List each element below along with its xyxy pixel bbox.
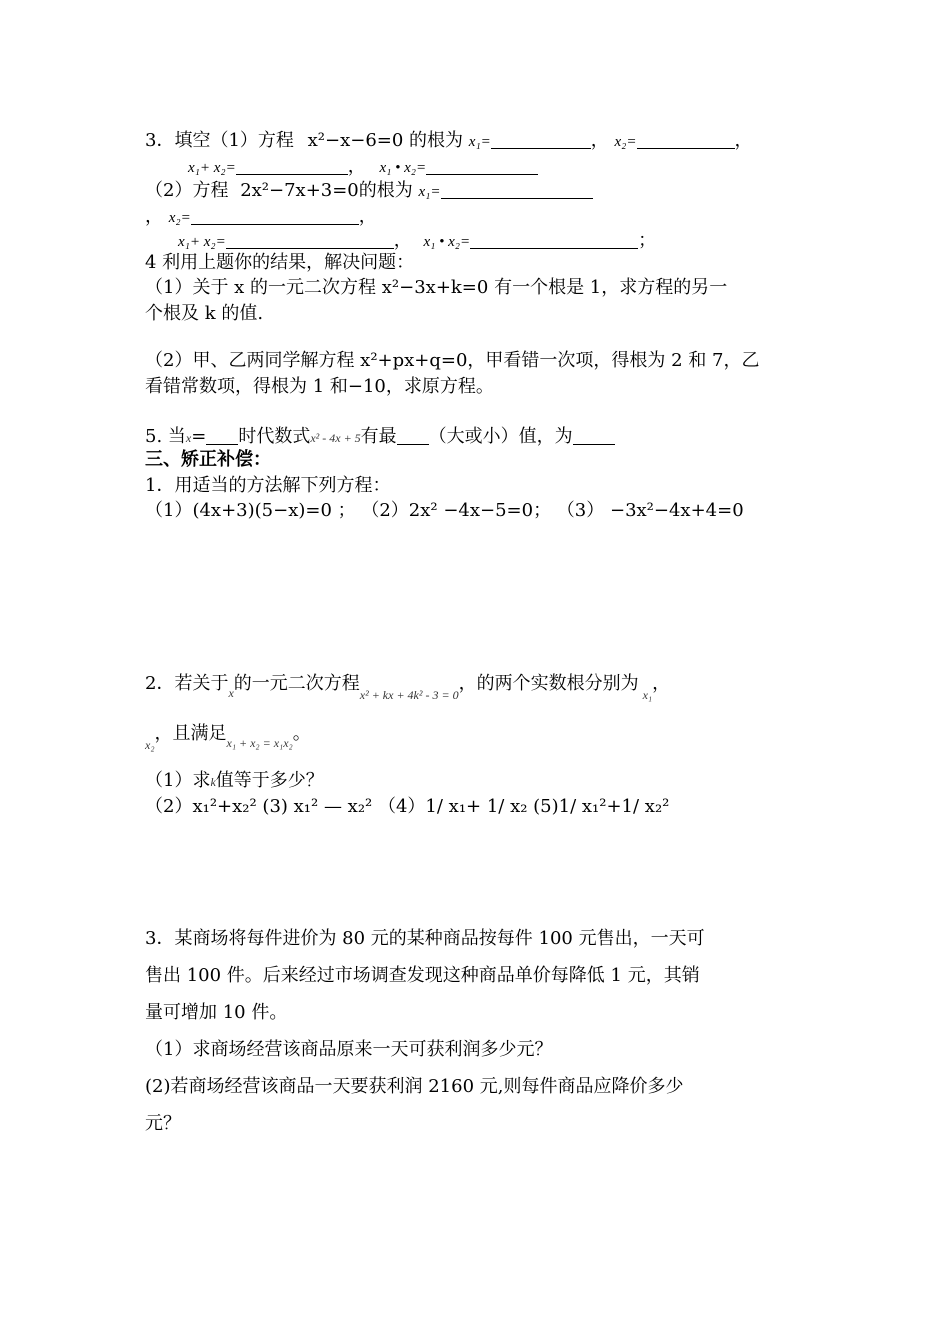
q3-eq1: x²−x−6=0 [307,130,404,151]
q3-prod-blank[interactable] [426,156,538,175]
q3-comma-2: ， [734,130,753,151]
q5-mid: 时代数式 [238,426,311,447]
s3-q2-line2 [145,723,311,752]
q3-comma-3: ， [347,156,366,177]
q3-sum-label: x₁+ x₂= [188,160,236,176]
q3-p2-x2-blank[interactable] [191,206,359,225]
q3-sum-blank[interactable] [236,156,348,175]
q5-has-max: 有最 [360,426,397,447]
q3-x1-label: x₁= [468,134,491,150]
s3-q3-p2-line1: (2)若商场经营该商品一天要获利润 2160 元,则每件商品应降价多少 [145,1076,684,1097]
q3-line1 [145,130,753,150]
s3-q2-k: k [210,775,216,789]
q3-p2-sum-label: x₁+ x₂= [178,234,226,250]
s3-q2-line1 [145,673,671,702]
q3-part2-prefix: （2）方程 [145,180,229,201]
q3-part2-x2-line [145,206,377,226]
q3-comma-4: ， [145,206,163,227]
s3-q3-line2: 售出 100 件。后来经过市场调查发现这种商品单价每降低 1 元，其销 [145,965,700,986]
q3-comma-5: ， [358,206,377,227]
q5-prefix: 5. 当 [145,426,186,447]
q3-part2-line [145,180,593,200]
q5-maxmin-blank[interactable] [397,426,429,445]
q4-p1-line1: （1）关于 x 的一元二次方程 x²−3x+k=0 有一个根是 1，求方程的另一 [145,277,728,298]
s3-q1-items: （1）(4x+3)(5−x)=0 ； （2）2x² −4x−5=0； （3） −3x²−4x+4=0 [145,500,744,521]
s3-q1-title: 1．用适当的方法解下列方程： [145,475,391,496]
s3-q3-p2-line2: 元？ [145,1113,181,1134]
s3-q2-x2: x₂ [145,738,155,752]
q3-p2-prod-blank[interactable] [470,230,638,249]
q3-p2-prod-label: x₁ • x₂= [423,234,471,250]
q4-p2-line2: 看错常数项，得根为 1 和−10，求原方程。 [145,376,494,397]
q5-var: x [185,431,192,445]
q3-p2-x1-label: x₁= [418,184,441,200]
s3-q2-eq: x² + kx + 4k² - 3 = 0 [359,688,459,702]
q3-p2-sum-blank[interactable] [226,230,394,249]
section3-heading: 三、矫正补偿： [145,449,271,470]
q5-value-blank[interactable] [573,426,615,445]
s3-q2-p1-tail: 值等于多少？ [215,770,324,791]
q3-roots-is: 的根为 [409,130,464,151]
q3-x2-blank[interactable] [637,130,735,149]
q5-x-blank[interactable] [206,426,238,445]
q3-comma-6: ， [393,230,412,251]
s3-q2-line1b: 的一元二次方程 [233,673,360,694]
s3-q2-x: x [228,686,234,700]
s3-q3-line1: 3．某商场将每件进价为 80 元的某种商品按每件 100 元售出，一天可 [145,928,705,949]
s3-q2-line1c: ，的两个实数根分别为 [458,673,639,694]
q3-semicolon: ； [638,230,657,251]
q3-x2-label: x₂= [614,134,637,150]
q3-line2 [188,156,538,176]
q3-p2-x1-blank[interactable] [441,180,593,199]
s3-q2-p1 [145,772,324,790]
s3-q2-period: 。 [292,723,311,744]
s3-q2-x1: x₁ [642,688,653,702]
s3-q3-line3: 量可增加 10 件。 [145,1002,288,1023]
q5-eq: = [191,426,207,447]
q4-title: 4 利用上题你的结果，解决问题： [145,252,415,273]
s3-q2-line2b: ，且满足 [154,723,227,744]
q3-prod-label: x₁ • x₂= [379,160,427,176]
q4-p1-line2: 个根及 k 的值. [145,303,264,324]
s3-q2-line1a: 2．若关于 [145,673,229,694]
q3-x1-blank[interactable] [491,130,591,149]
q5-expr: x² - 4x + 5 [310,431,361,445]
q3-p2-x2-label: x₂= [168,210,191,226]
q4-p2-line1: （2）甲、乙两同学解方程 x²+px+q=0，甲看错一次项，得根为 2 和 7，乙 [145,350,760,371]
q3-part2-sum-line [178,230,656,250]
q5-line [145,426,615,446]
q3-roots-is-2: 的根为 [358,180,413,201]
q3-comma: ， [590,130,609,151]
s3-q2-p1-prefix: （1）求 [145,770,211,791]
q3-title: 3．填空（1）方程 [145,130,294,151]
q3-eq2: 2x²−7x+3=0 [240,180,359,201]
q5-choice: （大或小）值，为 [428,426,573,447]
s3-q3-p1: （1）求商场经营该商品原来一天可获利润多少元？ [145,1039,553,1060]
s3-q2-p2: （2）x₁²+x₂² (3) x₁² — x₂² （4）1/ x₁+ 1/ x₂ (5)1/ x₁²+1/ x₂² [145,796,670,817]
s3-q2-cond: x₁ + x₂ = x₁x₂ [226,736,293,750]
s3-q2-comma: ， [652,673,671,694]
